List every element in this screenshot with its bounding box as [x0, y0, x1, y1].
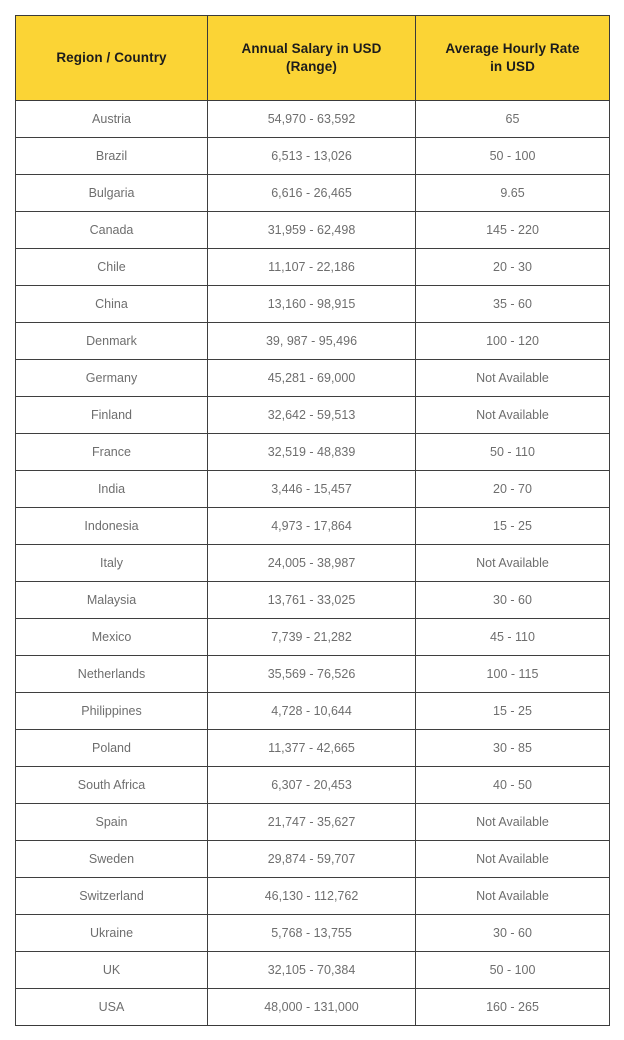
table-row [16, 249, 610, 286]
cell-hourly: 30 - 85 [416, 730, 610, 767]
table-row [16, 582, 610, 619]
cell-salary: 11,107 - 22,186 [208, 249, 416, 286]
table-row [16, 545, 610, 582]
cell-salary: 32,642 - 59,513 [208, 397, 416, 434]
cell-region: Finland [16, 397, 208, 434]
cell-salary: 48,000 - 131,000 [208, 989, 416, 1026]
table-row [16, 323, 610, 360]
cell-region: USA [16, 989, 208, 1026]
table-row [16, 175, 610, 212]
column-header-line: (Range) [286, 59, 337, 74]
cell-region: Switzerland [16, 878, 208, 915]
cell-hourly: 65 [416, 101, 610, 138]
table-row [16, 656, 610, 693]
table-row [16, 360, 610, 397]
cell-salary: 4,973 - 17,864 [208, 508, 416, 545]
table-row [16, 841, 610, 878]
cell-salary: 3,446 - 15,457 [208, 471, 416, 508]
table-row [16, 508, 610, 545]
cell-region: Netherlands [16, 656, 208, 693]
cell-region: Ukraine [16, 915, 208, 952]
column-header-line: Average Hourly Rate [445, 40, 580, 56]
cell-hourly: Not Available [416, 878, 610, 915]
table-body [16, 101, 610, 1026]
cell-region: Italy [16, 545, 208, 582]
table-row [16, 952, 610, 989]
table-row [16, 693, 610, 730]
cell-region: France [16, 434, 208, 471]
cell-salary: 6,307 - 20,453 [208, 767, 416, 804]
table-row [16, 989, 610, 1026]
cell-region: UK [16, 952, 208, 989]
table-row [16, 804, 610, 841]
table-row [16, 434, 610, 471]
cell-hourly: 160 - 265 [416, 989, 610, 1026]
cell-salary: 45,281 - 69,000 [208, 360, 416, 397]
cell-hourly: 20 - 30 [416, 249, 610, 286]
cell-salary: 6,616 - 26,465 [208, 175, 416, 212]
cell-hourly: 100 - 120 [416, 323, 610, 360]
cell-hourly: 35 - 60 [416, 286, 610, 323]
cell-salary: 5,768 - 13,755 [208, 915, 416, 952]
cell-salary: 35,569 - 76,526 [208, 656, 416, 693]
column-header-salary[interactable] [208, 16, 416, 101]
cell-hourly: 45 - 110 [416, 619, 610, 656]
cell-region: Mexico [16, 619, 208, 656]
cell-hourly: 40 - 50 [416, 767, 610, 804]
cell-salary: 31,959 - 62,498 [208, 212, 416, 249]
column-header-line: Region / Country [56, 49, 167, 65]
cell-hourly: 9.65 [416, 175, 610, 212]
cell-hourly: Not Available [416, 397, 610, 434]
cell-hourly: Not Available [416, 545, 610, 582]
cell-hourly: 15 - 25 [416, 508, 610, 545]
cell-hourly: 20 - 70 [416, 471, 610, 508]
cell-salary: 4,728 - 10,644 [208, 693, 416, 730]
cell-region: Bulgaria [16, 175, 208, 212]
cell-hourly: 100 - 115 [416, 656, 610, 693]
cell-salary: 32,105 - 70,384 [208, 952, 416, 989]
salary-table-container [15, 15, 609, 1026]
cell-region: Indonesia [16, 508, 208, 545]
column-header-hourly[interactable] [416, 16, 610, 101]
cell-salary: 13,160 - 98,915 [208, 286, 416, 323]
table-row [16, 101, 610, 138]
table-header [16, 16, 610, 101]
cell-salary: 54,970 - 63,592 [208, 101, 416, 138]
table-row [16, 878, 610, 915]
cell-hourly: 30 - 60 [416, 582, 610, 619]
cell-salary: 39, 987 - 95,496 [208, 323, 416, 360]
cell-salary: 13,761 - 33,025 [208, 582, 416, 619]
cell-salary: 7,739 - 21,282 [208, 619, 416, 656]
cell-region: China [16, 286, 208, 323]
table-row [16, 397, 610, 434]
cell-region: Malaysia [16, 582, 208, 619]
cell-region: Philippines [16, 693, 208, 730]
cell-salary: 6,513 - 13,026 [208, 138, 416, 175]
cell-region: Spain [16, 804, 208, 841]
cell-salary: 29,874 - 59,707 [208, 841, 416, 878]
table-row [16, 767, 610, 804]
table-row [16, 212, 610, 249]
cell-salary: 11,377 - 42,665 [208, 730, 416, 767]
column-header-line: in USD [490, 59, 535, 74]
cell-salary: 24,005 - 38,987 [208, 545, 416, 582]
column-header-region[interactable] [16, 16, 208, 101]
cell-hourly: Not Available [416, 841, 610, 878]
cell-hourly: 30 - 60 [416, 915, 610, 952]
cell-hourly: 50 - 100 [416, 952, 610, 989]
cell-region: India [16, 471, 208, 508]
table-row [16, 471, 610, 508]
salary-table [15, 15, 610, 1026]
cell-region: Denmark [16, 323, 208, 360]
cell-region: Canada [16, 212, 208, 249]
cell-hourly: Not Available [416, 804, 610, 841]
cell-region: Sweden [16, 841, 208, 878]
cell-salary: 21,747 - 35,627 [208, 804, 416, 841]
cell-region: Brazil [16, 138, 208, 175]
cell-region: Germany [16, 360, 208, 397]
table-row [16, 915, 610, 952]
cell-salary: 32,519 - 48,839 [208, 434, 416, 471]
cell-hourly: 15 - 25 [416, 693, 610, 730]
cell-region: Chile [16, 249, 208, 286]
cell-region: South Africa [16, 767, 208, 804]
table-row [16, 730, 610, 767]
cell-hourly: 50 - 100 [416, 138, 610, 175]
cell-salary: 46,130 - 112,762 [208, 878, 416, 915]
cell-region: Poland [16, 730, 208, 767]
table-row [16, 138, 610, 175]
cell-hourly: 50 - 110 [416, 434, 610, 471]
cell-hourly: Not Available [416, 360, 610, 397]
cell-hourly: 145 - 220 [416, 212, 610, 249]
table-row [16, 286, 610, 323]
column-header-line: Annual Salary in USD [241, 40, 382, 56]
cell-region: Austria [16, 101, 208, 138]
table-row [16, 619, 610, 656]
table-header-row [16, 16, 610, 101]
